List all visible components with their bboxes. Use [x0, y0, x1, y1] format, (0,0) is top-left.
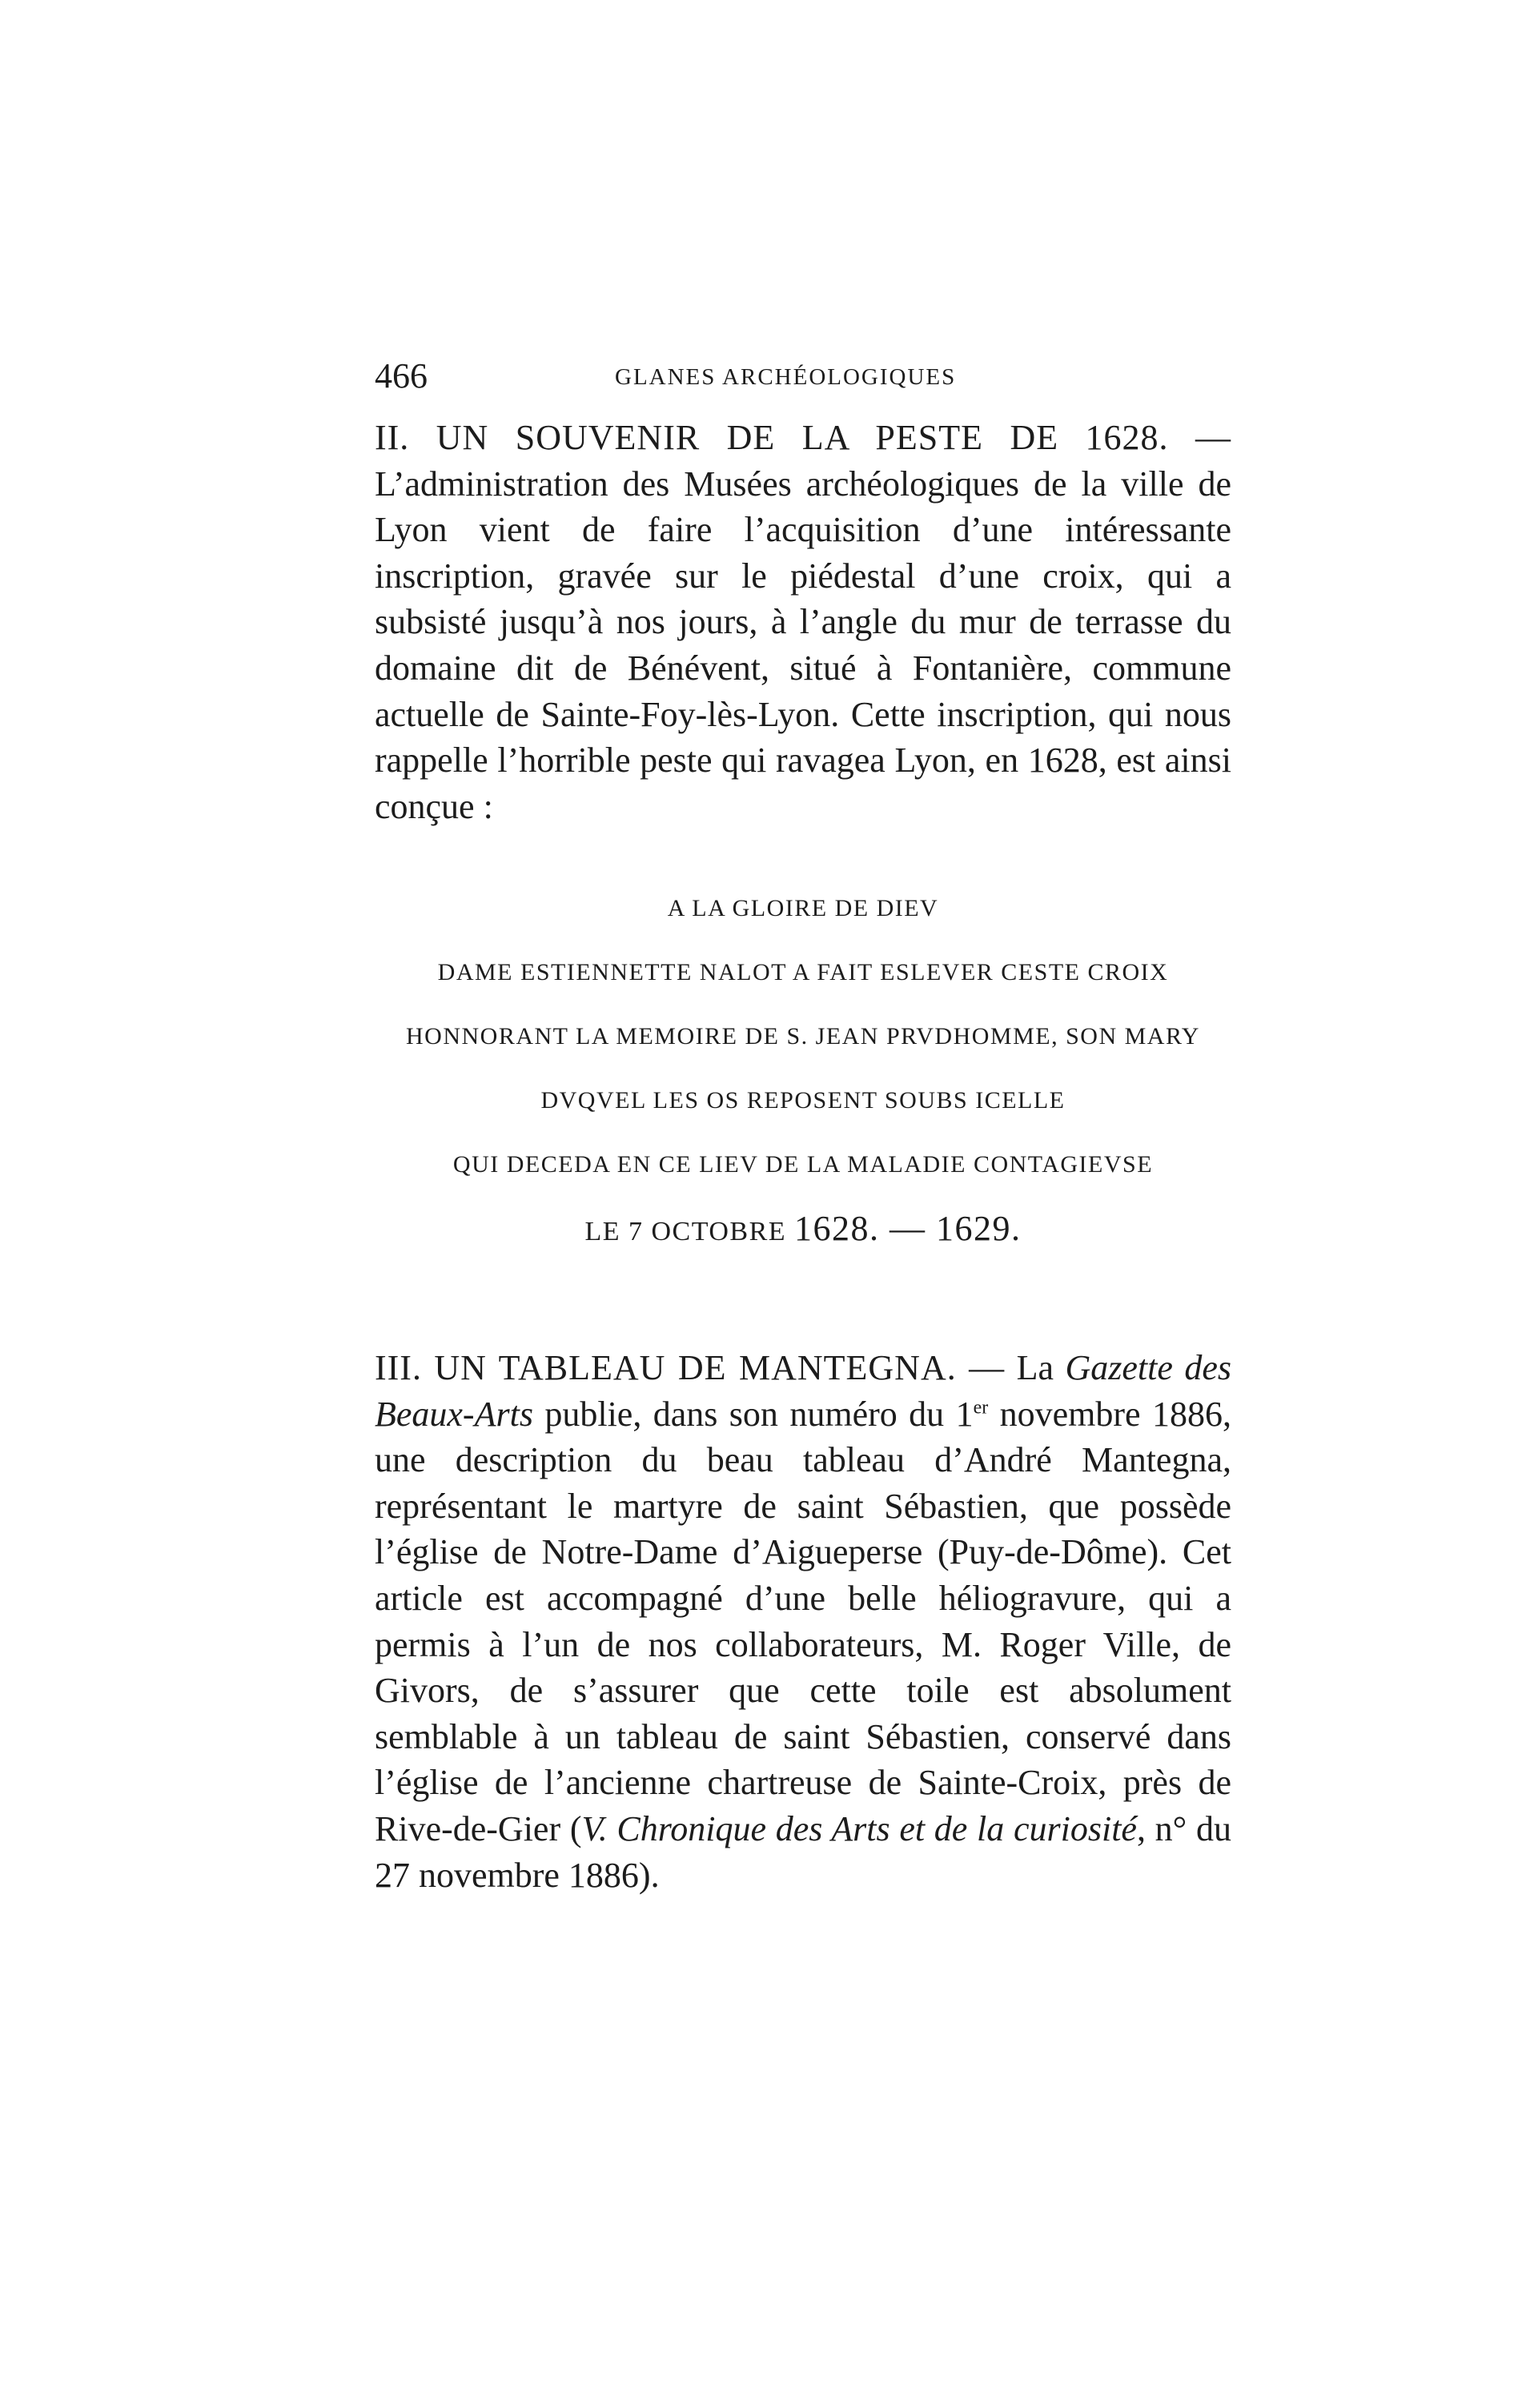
running-title: GLANES ARCHÉOLOGIQUES — [615, 364, 957, 390]
reference-citation: V. Chronique des Arts et de la curiosité — [581, 1808, 1137, 1848]
inscription-line: DVQVEL LES OS REPOSENT SOUBS ICELLE — [540, 1087, 1066, 1114]
section-three-paragraph — [375, 1345, 1231, 1898]
inscription-line: A LA GLOIRE DE DIEV — [667, 895, 939, 921]
inscription-date-numbers: 1628. — 1629. — [794, 1209, 1022, 1248]
section-three-text: novembre 1886, une description du beau tableau d’André Mantegna, représentant le martyre de saint Sébastien, que possède l’église de Notre-Dame d’Aigueperse (Puy-de-Dôme). Cet article est accompagné d’une belle héliogravure, qui a permis à l’un de nos collaborateurs, M. Roger Ville, de Givors, de s’assurer que cette toile est absolument semblable à un tableau de saint Sébastien, conservé dans l’église de l’ancienne chartreuse de Sainte-Croix, près de Rive-de-Gier ( — [375, 1394, 1231, 1848]
section-three-text: publie, dans son numéro du 1 — [532, 1394, 974, 1434]
ordinal-superscript: er — [973, 1396, 989, 1418]
inscription-line: QUI DECEDA EN CE LIEV DE LA MALADIE CONTAGIEVSE — [452, 1151, 1154, 1178]
section-two-heading: II. UN SOUVENIR DE LA PESTE DE 1628. — — [375, 418, 1231, 457]
inscription-block — [375, 885, 1231, 1269]
page-number: 466 — [375, 356, 428, 395]
inscription-date-prefix: LE 7 OCTOBRE — [584, 1217, 787, 1246]
inscription-date-line — [375, 1205, 1231, 1269]
page-header — [375, 352, 1231, 400]
section-two-body: L’administration des Musées archéologiques de la ville de Lyon vient de faire l’acquisition d’une intéressante inscription, gravée sur le piédestal d’une croix, qui a subsisté jusqu’à nos jours, à l’angle du mur de terrasse du domaine dit de Bénévent, situé à Fontanière, commune actuelle de Sainte-Foy-lès-Lyon. Cette inscription, qui nous rappelle l’horrible peste qui ravagea Lyon, en 1628, est ainsi conçue : — [375, 464, 1231, 826]
inscription-line: HONNORANT LA MEMOIRE DE S. JEAN PRVDHOMME, SON MARY — [406, 1023, 1200, 1049]
section-three-text: , n° du 27 novembre 1886). — [375, 1808, 1231, 1895]
journal-title: Gazette des Beaux-Arts — [375, 1348, 1231, 1434]
section-three-heading: III. UN TABLEAU DE MANTEGNA. — — [375, 1348, 1006, 1387]
section-three-text: La — [1005, 1348, 1066, 1387]
section-two-paragraph — [375, 415, 1231, 829]
inscription-line: DAME ESTIENNETTE NALOT A FAIT ESLEVER CESTE CROIX — [437, 959, 1169, 985]
